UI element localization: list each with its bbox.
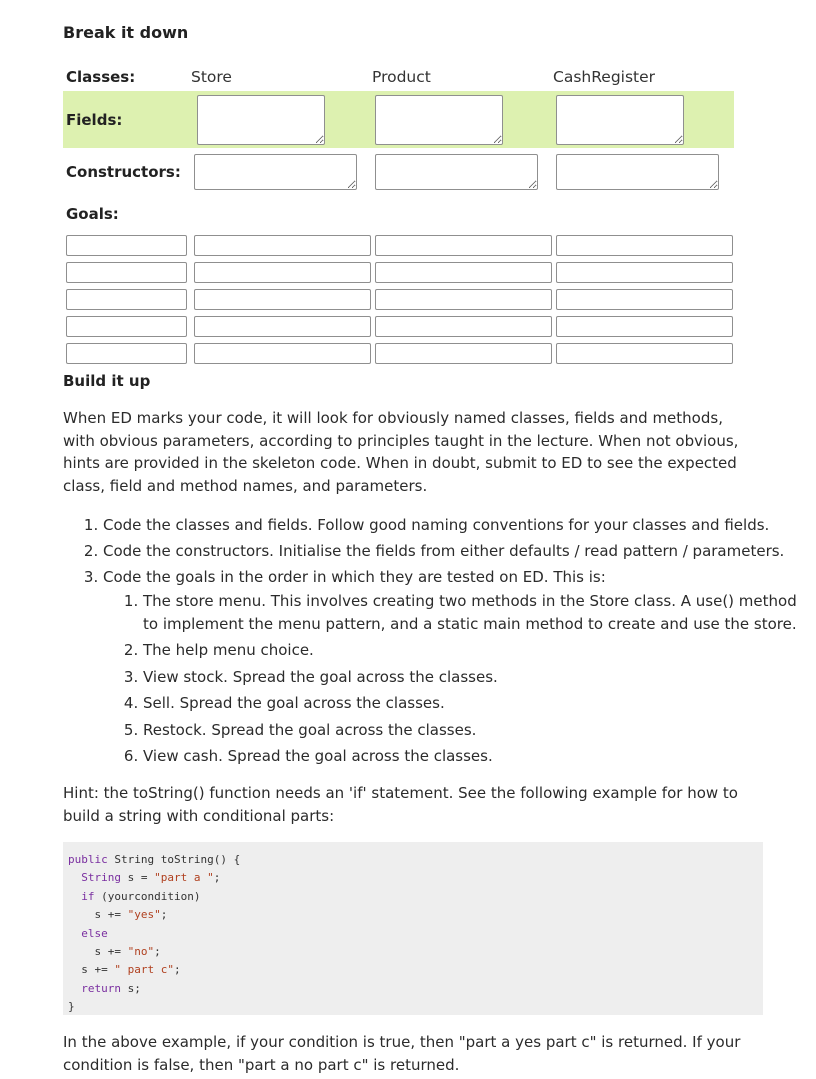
steps-list: [63, 512, 803, 772]
goal-1-product-input[interactable]: [375, 235, 552, 256]
break-down-table: [63, 63, 734, 367]
cashregister-fields-textarea[interactable]: [556, 95, 684, 145]
goal-3-name-input[interactable]: [66, 289, 187, 310]
goals-label: Goals:: [66, 205, 119, 223]
goal-step-item: 4. Sell. Spread the goal across the classes.: [143, 692, 803, 715]
goal-step-item: 1. The store menu. This involves creating two methods in the Store class. A use() method to implement the menu pattern, and a static main method to create and use the store.: [143, 590, 803, 635]
cashregister-constructors-textarea[interactable]: [556, 154, 719, 190]
goal-step-item: 2. The help menu choice.: [143, 639, 803, 662]
goal-5-product-input[interactable]: [375, 343, 552, 364]
store-fields-textarea[interactable]: [197, 95, 325, 145]
goal-step-item: 6. View cash. Spread the goal across the classes.: [143, 745, 803, 768]
classes-label: Classes:: [66, 68, 136, 86]
goal-2-store-input[interactable]: [194, 262, 371, 283]
fields-label: Fields:: [63, 91, 191, 148]
goal-3-product-input[interactable]: [375, 289, 552, 310]
step-item: 3. Code the goals in the order in which they are tested on ED. This is: 1. The store menu. This involves creating two methods in the Store class. A use() method to implement the menu pattern, and a static main method to create and use the store. 2. The help menu choice. 3. View stock. Spread the goal across the classes. 4. Sell. Spread the goal across the classes. 5. Restock. Spread the goal across the classes. 6. View cash. Spread the goal across the classes.: [103, 564, 803, 768]
goal-steps-list: [103, 590, 803, 768]
goal-5-name-input[interactable]: [66, 343, 187, 364]
product-fields-textarea[interactable]: [375, 95, 503, 145]
store-constructors-textarea[interactable]: [194, 154, 357, 190]
goal-step-item: 5. Restock. Spread the goal across the classes.: [143, 719, 803, 742]
goal-2-cashregister-input[interactable]: [556, 262, 733, 283]
goal-4-cashregister-input[interactable]: [556, 316, 733, 337]
build-it-up-heading: Build it up: [63, 372, 151, 390]
goal-3-cashregister-input[interactable]: [556, 289, 733, 310]
goal-2-product-input[interactable]: [375, 262, 552, 283]
goal-5-cashregister-input[interactable]: [556, 343, 733, 364]
step-item: 1. Code the classes and fields. Follow good naming conventions for your classes and fields.: [103, 512, 803, 538]
goal-4-store-input[interactable]: [194, 316, 371, 337]
goal-step-item: 3. View stock. Spread the goal across the classes.: [143, 666, 803, 689]
break-it-down-heading: Break it down: [63, 23, 189, 42]
step-item: 2. Code the constructors. Initialise the fields from either defaults / read pattern / parameters.: [103, 538, 803, 564]
goal-4-product-input[interactable]: [375, 316, 552, 337]
intro-paragraph: When ED marks your code, it will look for obviously named classes, fields and methods, with obvious parameters, according to principles taught in the lecture. When not obvious, hints are provided in the skeleton code. When in doubt, submit to ED to see the expected class, field and method names, and parameters.: [63, 409, 739, 495]
code-example: public String toString() { String s = "part a "; if (yourcondition) s += "yes"; else s += "no"; s += " part c"; return s; }: [63, 842, 763, 1015]
constructors-label: Constructors:: [66, 163, 181, 181]
outro-paragraph: In the above example, if your condition is true, then "part a yes part c" is returned. If your condition is false, then "part a no part c" is returned.: [63, 1033, 741, 1074]
goal-3-store-input[interactable]: [194, 289, 371, 310]
goal-4-name-input[interactable]: [66, 316, 187, 337]
goal-1-name-input[interactable]: [66, 235, 187, 256]
class-name-store: Store: [191, 68, 232, 86]
product-constructors-textarea[interactable]: [375, 154, 538, 190]
goal-1-store-input[interactable]: [194, 235, 371, 256]
goal-5-store-input[interactable]: [194, 343, 371, 364]
class-name-product: Product: [372, 68, 431, 86]
class-name-cashregister: CashRegister: [553, 68, 656, 86]
goal-1-cashregister-input[interactable]: [556, 235, 733, 256]
goal-2-name-input[interactable]: [66, 262, 187, 283]
hint-paragraph: Hint: the toString() function needs an 'if' statement. See the following example for how to build a string with conditional parts:: [63, 784, 738, 825]
